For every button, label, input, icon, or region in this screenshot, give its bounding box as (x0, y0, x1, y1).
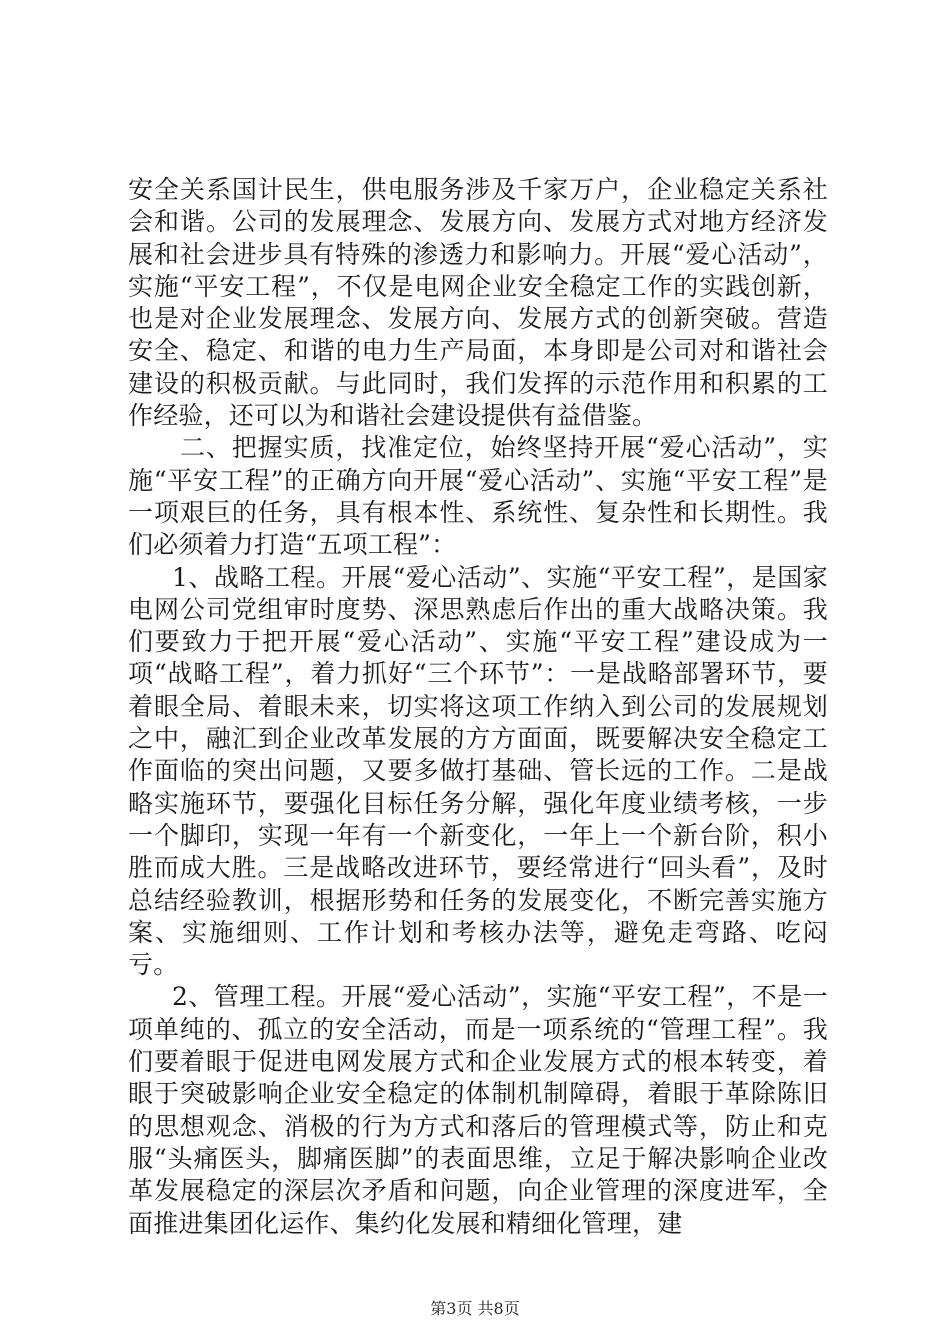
paragraph-management-project: 2、管理工程。开展“爱心活动”，实施“平安工程”，不是一项单纯的、孤立的安全活动，而是一项系统的“管理工程”。我们要着眼于促进电网发展方式和企业发展方式的根本转变，着眼于突破影响企业安全稳定的体制机制障碍，着眼于革除陈旧的思想观念、消极的行为方式和落后的管理模式等，防止和克服“头痛医头，脚痛医脚”的表面思维，立足于解决影响企业改革发展稳定的深层次矛盾和问题，向企业管理的深度进军，全面推进集团化运作、集约化发展和精细化管理，建 (128, 982, 828, 1238)
document-body (128, 174, 828, 1240)
paragraph-section-two: 二、把握实质，找准定位，始终坚持开展“爱心活动”，实施“平安工程”的正确方向开展“爱心活动”、实施“平安工程”是一项艰巨的任务，具有根本性、系统性、复杂性和长期性。我们必须着力打造“五项工程”： (128, 433, 828, 560)
paragraph-intro: 安全关系国计民生，供电服务涉及千家万户，企业稳定关系社会和谐。公司的发展理念、发展方向、发展方式对地方经济发展和社会进步具有特殊的渗透力和影响力。开展“爱心活动”，实施“平安工程”，不仅是电网企业安全稳定工作的实践创新，也是对企业发展理念、发展方向、发展方式的创新突破。营造安全、稳定、和谐的电力生产局面，本身即是公司对和谐社会建设的积极贡献。与此同时，我们发挥的示范作用和积累的工作经验，还可以为和谐社会建设提供有益借鉴。 (128, 175, 828, 431)
paragraph-strategy-project: 1、战略工程。开展“爱心活动”、实施“平安工程”，是国家电网公司党组审时度势、深思熟虑后作出的重大战略决策。我们要致力于把开展“爱心活动”、实施“平安工程”建设成为一项“战略工程”，着力抓好“三个环节”：一是战略部署环节，要着眼全局、着眼未来，切实将这项工作纳入到公司的发展规划之中，融汇到企业改革发展的方方面面，既要解决安全稳定工作面临的突出问题，又要多做打基础、管长远的工作。二是战略实施环节，要强化目标任务分解，强化年度业绩考核，一步一个脚印，实现一年有一个新变化，一年上一个新台阶，积小胜而成大胜。三是战略改进环节，要经常进行“回头看”，及时总结经验教训，根据形势和任务的发展变化，不断完善实施方案、实施细则、工作计划和考核办法等，避免走弯路、吃闷亏。 (128, 562, 828, 980)
page-footer: 第3页 共8页 (430, 1299, 520, 1318)
